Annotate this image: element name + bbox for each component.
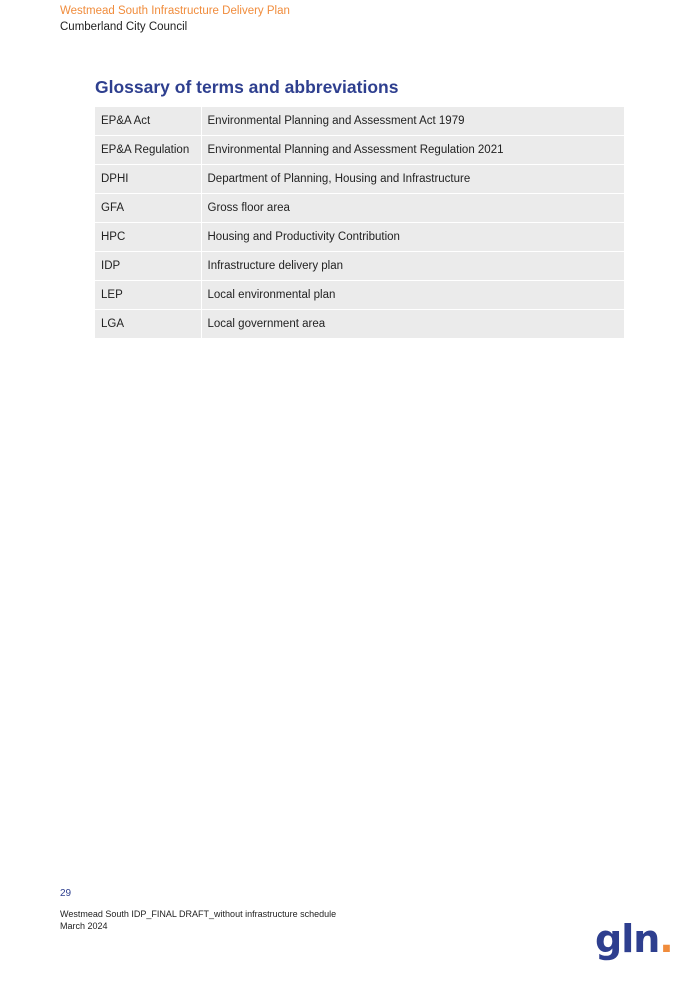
abbreviation-cell: LGA <box>95 310 201 339</box>
abbreviation-cell: GFA <box>95 194 201 223</box>
glossary-table <box>95 107 624 339</box>
definition-cell: Local government area <box>201 310 624 339</box>
definition-cell: Environmental Planning and Assessment Regulation 2021 <box>201 136 624 165</box>
table-row <box>95 310 624 339</box>
table-row <box>95 281 624 310</box>
gln-logo <box>595 917 673 961</box>
definition-cell: Department of Planning, Housing and Infrastructure <box>201 165 624 194</box>
definition-cell: Local environmental plan <box>201 281 624 310</box>
header-document-title: Westmead South Infrastructure Delivery Plan <box>60 5 290 17</box>
abbreviation-cell: EP&A Act <box>95 107 201 136</box>
definition-cell: Housing and Productivity Contribution <box>201 223 624 252</box>
abbreviation-cell: HPC <box>95 223 201 252</box>
abbreviation-cell: DPHI <box>95 165 201 194</box>
definition-cell: Gross floor area <box>201 194 624 223</box>
table-row <box>95 136 624 165</box>
page-title: Glossary of terms and abbreviations <box>95 77 399 97</box>
table-row <box>95 223 624 252</box>
table-row <box>95 107 624 136</box>
abbreviation-cell: IDP <box>95 252 201 281</box>
table-row <box>95 165 624 194</box>
definition-cell: Environmental Planning and Assessment Act 1979 <box>201 107 624 136</box>
definition-cell: Infrastructure delivery plan <box>201 252 624 281</box>
footer-document-name: Westmead South IDP_FINAL DRAFT_without infrastructure schedule <box>60 909 337 919</box>
page-number: 29 <box>60 888 72 899</box>
table-row <box>95 252 624 281</box>
logo-dot: . <box>659 917 673 961</box>
abbreviation-cell: EP&A Regulation <box>95 136 201 165</box>
table-row <box>95 194 624 223</box>
header-organisation: Cumberland City Council <box>60 21 188 33</box>
abbreviation-cell: LEP <box>95 281 201 310</box>
footer-date: March 2024 <box>60 921 108 931</box>
logo-text: gln <box>595 917 660 961</box>
